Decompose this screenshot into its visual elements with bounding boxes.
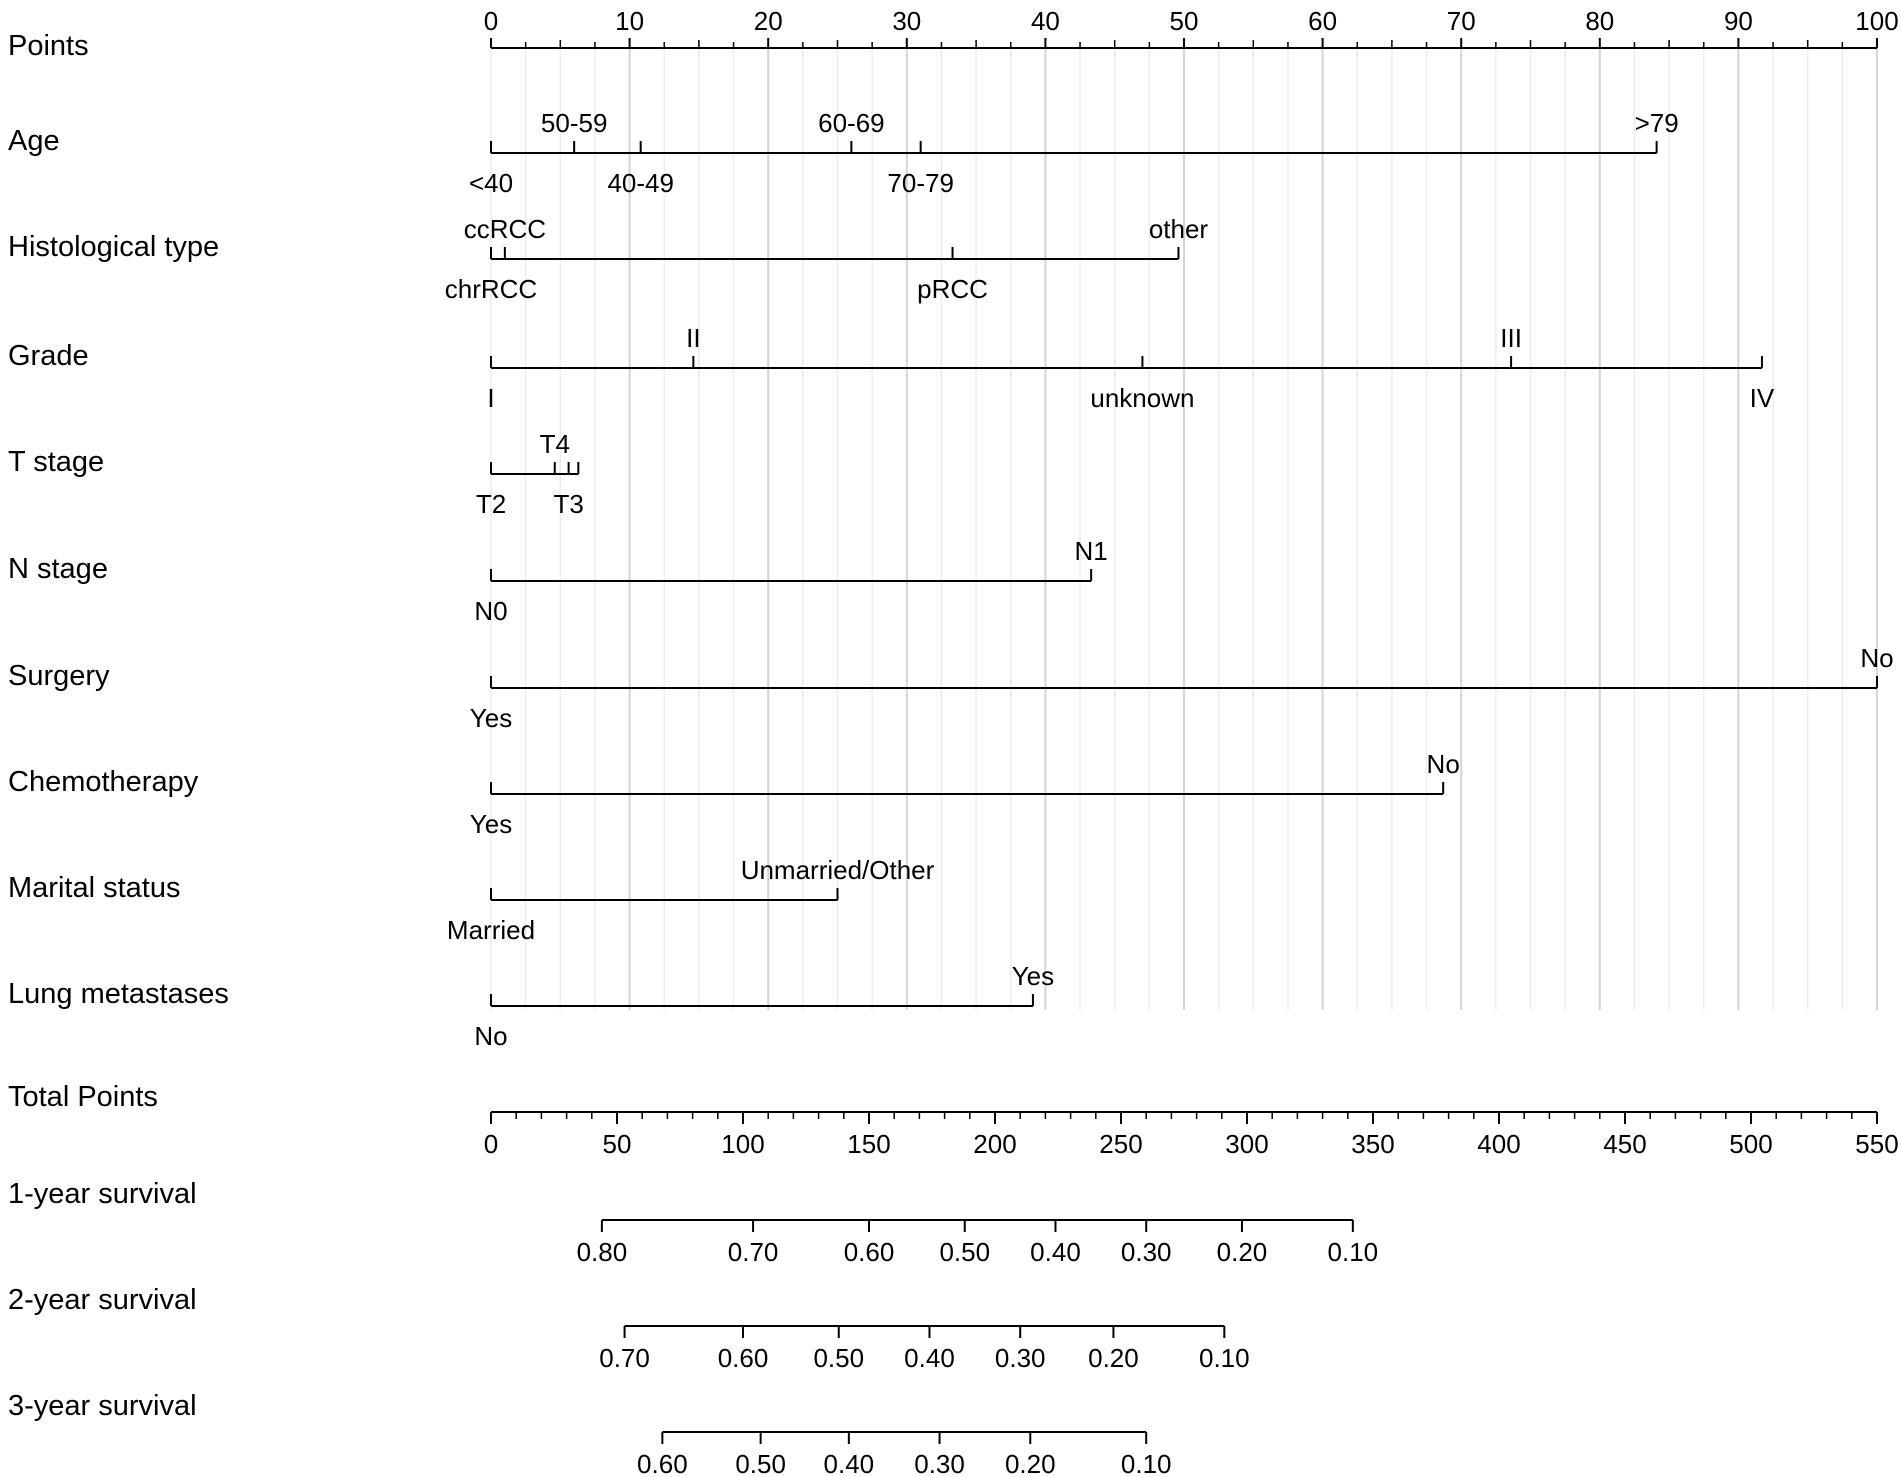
variable-level-label: T2 [475,489,507,519]
survival-tick-label: 0.60 [637,1449,688,1477]
survival-tick-label: 0.20 [1004,1449,1056,1477]
survival-scale-label: 3-year survival [8,1390,197,1422]
survival-tick-label: 0.10 [1199,1343,1250,1373]
survival-tick-label: 0.50 [813,1343,865,1373]
total-points-tick-label: 50 [602,1129,632,1159]
total-points-tick-label: 300 [1225,1129,1269,1159]
variable-label: T stage [8,446,105,478]
variable-label: Grade [8,340,89,372]
total-points-tick-label: 0 [483,1129,499,1159]
variable-label: N stage [8,553,108,585]
points-tick-label: 0 [483,6,499,36]
variable-label: Marital status [8,872,181,904]
points-tick-label: 60 [1308,6,1338,36]
variable-level-label: pRCC [917,274,988,304]
total-points-tick-label: 350 [1351,1129,1395,1159]
points-tick-label: 40 [1030,6,1060,36]
survival-tick-label: 0.30 [914,1449,965,1477]
variable-level-label: II [686,323,701,353]
variable-label: Age [8,125,60,157]
variable-level-label: No [474,1021,508,1051]
points-tick-label: 80 [1585,6,1615,36]
variable-level-label: Unmarried/Other [740,855,935,885]
total-points-tick-label: 150 [847,1129,891,1159]
variable-label: Histological type [8,231,220,263]
survival-tick-label: 0.30 [1120,1237,1172,1267]
survival-tick-label: 0.30 [994,1343,1046,1373]
variable-level-label: other [1148,214,1209,244]
variable-level-label: 40-49 [607,168,674,198]
total-points-tick-label: 400 [1477,1129,1521,1159]
survival-tick-label: 0.70 [727,1237,779,1267]
points-tick-label: 20 [753,6,783,36]
variable-level-label: Yes [1011,961,1055,991]
survival-tick-label: 0.50 [735,1449,786,1477]
survival-tick-label: 0.40 [904,1343,955,1373]
variable-level-label: unknown [1090,383,1195,413]
survival-tick-label: 0.20 [1088,1343,1139,1373]
variable-label: Chemotherapy [8,766,199,798]
points-tick-label: 10 [615,6,645,36]
survival-tick-label: 0.70 [599,1343,650,1373]
variable-level-label: I [487,383,495,413]
survival-tick-label: 0.60 [717,1343,769,1373]
gridlines [491,48,1877,1010]
variable-level-label: 70-79 [887,168,954,198]
variable-level-label: Yes [469,809,513,839]
variable-level-label: N0 [474,596,508,626]
survival-tick-label: 0.40 [823,1449,875,1477]
survival-tick-label: 0.10 [1120,1449,1172,1477]
variable-label: Surgery [8,660,110,692]
total-points-tick-label: 550 [1855,1129,1899,1159]
total-points-tick-label: 250 [1099,1129,1143,1159]
total-points-tick-label: 450 [1603,1129,1647,1159]
variable-level-label: ccRCC [463,214,547,244]
variable-level-label: T4 [539,429,570,459]
survival-scale-label: 2-year survival [8,1284,197,1316]
survival-tick-label: 0.80 [576,1237,628,1267]
survival-tick-label: 0.60 [843,1237,895,1267]
total-points-axis-title: Total Points [8,1081,158,1113]
points-axis-title: Points [8,30,89,62]
variable-level-label: Yes [469,703,513,733]
survival-tick-label: 0.50 [939,1237,991,1267]
points-tick-label: 100 [1855,6,1899,36]
variable-level-label: <40 [468,168,514,198]
variable-level-label: T3 [553,489,584,519]
variable-level-label: III [1500,323,1522,353]
variable-level-label: No [1426,749,1460,779]
variable-level-label: IV [1749,383,1775,413]
points-tick-label: 50 [1169,6,1199,36]
survival-tick-label: 0.10 [1327,1237,1379,1267]
variable-level-label: 50-59 [540,108,608,138]
survival-tick-label: 0.20 [1216,1237,1268,1267]
points-tick-label: 30 [892,6,922,36]
variable-level-label: >79 [1634,108,1679,138]
points-tick-label: 70 [1446,6,1476,36]
total-points-tick-label: 100 [721,1129,765,1159]
survival-scale-label: 1-year survival [8,1178,197,1210]
variable-level-label: Married [446,915,536,945]
labels [8,6,1899,1477]
points-tick-label: 90 [1723,6,1753,36]
survival-tick-label: 0.40 [1030,1237,1081,1267]
total-points-tick-label: 500 [1729,1129,1773,1159]
variable-level-label: N1 [1074,536,1108,566]
variable-label: Lung metastases [8,978,229,1010]
variable-level-label: chrRCC [444,274,538,304]
variable-level-label: 60-69 [818,108,885,138]
variable-level-label: No [1860,643,1894,673]
total-points-tick-label: 200 [973,1129,1017,1159]
